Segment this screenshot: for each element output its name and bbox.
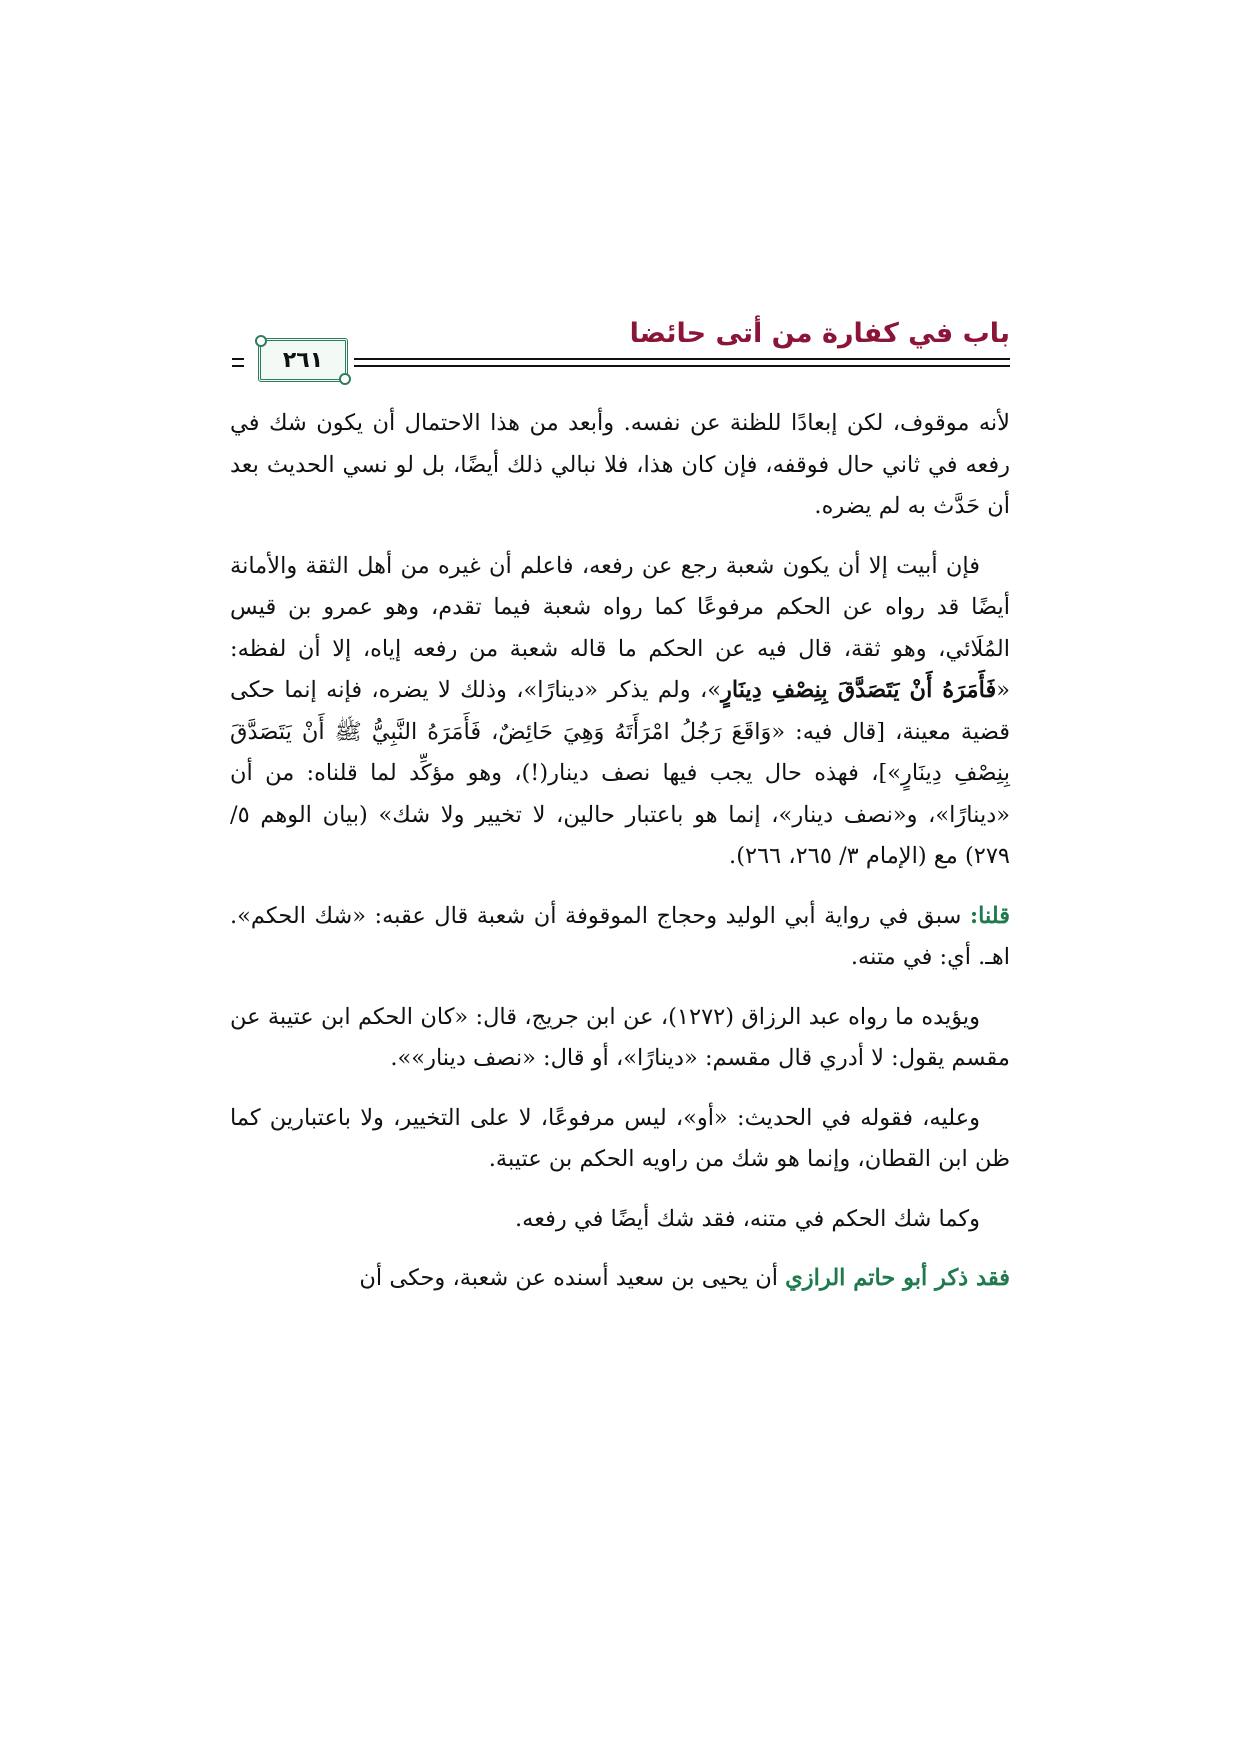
page-number: ٢٦١ (282, 347, 324, 373)
text-run: فإن أبيت إلا أن يكون شعبة رجع عن رفعه، فاعلم أن غيره من أهل الثقة والأمانة أيضًا قد رواه عن الحكم مرفوعًا كما رواه شعبة فيما تقدم، وهو عمرو بن قيس المُلَائي، وهو ثقة، قال فيه عن الحكم ما قاله شعبة من رفعه إياه، إلا أن لفظه: « (230, 552, 1011, 703)
chapter-title: باب في كفارة من أتى حائضا (629, 318, 1010, 349)
text-run: لأنه موقوف، لكن إبعادًا للظنة عن نفسه. وأبعد من هذا الاحتمال أن يكون شك في رفعه في ثاني حال فوقفه، فإن كان هذا، فلا نبالي ذلك أيضًا، بل لو نسي الحديث بعد أن حَدَّث به لم يضره. (230, 410, 1010, 519)
text-run: وكما شك الحكم في متنه، فقد شك أيضًا في رفعه. (515, 1205, 980, 1232)
text-run: »، ولم يذكر «دينارًا»، وذلك لا يضره، فإنه إنما حكى قضية معينة، [قال فيه: «وَاقَعَ رَجُلُ امْرَأَتَهُ وَهِيَ حَائِضٌ، فَأَمَرَهُ النَّبِيُّ ﷺ أَنْ يَتَصَدَّقَ بِنِصْفِ دِينَارٍ»]، فهذه حال يجب فيها نصف دينار(!)، وهو مؤكِّد لما قلناه: من أن «دينارًا»، و«نصف دينار»، إنما هو باعتبار حالين، لا تخيير ولا شك» (بيان الوهم ٥/ ٢٧٩) مع (الإمام ٣/ ٢٦٥، ٢٦٦). (230, 677, 1010, 869)
lead-label: قلنا: (969, 902, 1010, 929)
body-text (230, 403, 1010, 1318)
header-rule-upper (354, 358, 1010, 360)
text-run: وعليه، فقوله في الحديث: «أو»، ليس مرفوعًا، لا على التخيير، ولا باعتبارين كما ظن ابن القطان، وإنما هو شك من راويه الحكم بن عتيبة. (230, 1104, 1010, 1172)
header-rule-lower (354, 365, 1010, 367)
running-header (232, 318, 1010, 382)
header-rule-upper-left (232, 358, 244, 360)
text-run: أن يحيى بن سعيد أسنده عن شعبة، وحكى أن (359, 1265, 786, 1291)
paragraph (230, 1098, 1010, 1181)
header-rule-lower-left (232, 365, 244, 367)
paragraph (230, 896, 1010, 979)
paragraph (230, 546, 1010, 878)
lead-label: فقد ذكر أبو حاتم الرازي (785, 1265, 1010, 1291)
text-run: ويؤيده ما رواه عبد الرزاق (١٢٧٢)، عن ابن جريج، قال: «كان الحكم ابن عتيبة عن مقسم يقول: لا أدري قال مقسم: «دينارًا»، أو قال: «نصف دينار»». (230, 1003, 1010, 1071)
paragraph (230, 1258, 1010, 1300)
paragraph (230, 1199, 1010, 1241)
paragraph (230, 997, 1010, 1080)
hadith-quote: فَأَمَرَهُ أَنْ يَتَصَدَّقَ بِنِصْفِ دِينَارٍ (721, 677, 997, 703)
paragraph (230, 403, 1010, 528)
page-number-frame (258, 338, 348, 382)
text-run: سبق في رواية أبي الوليد وحجاج الموقوفة أن شعبة قال عقبه: «شك الحكم». اهـ. أي: في متنه. (230, 902, 1010, 970)
